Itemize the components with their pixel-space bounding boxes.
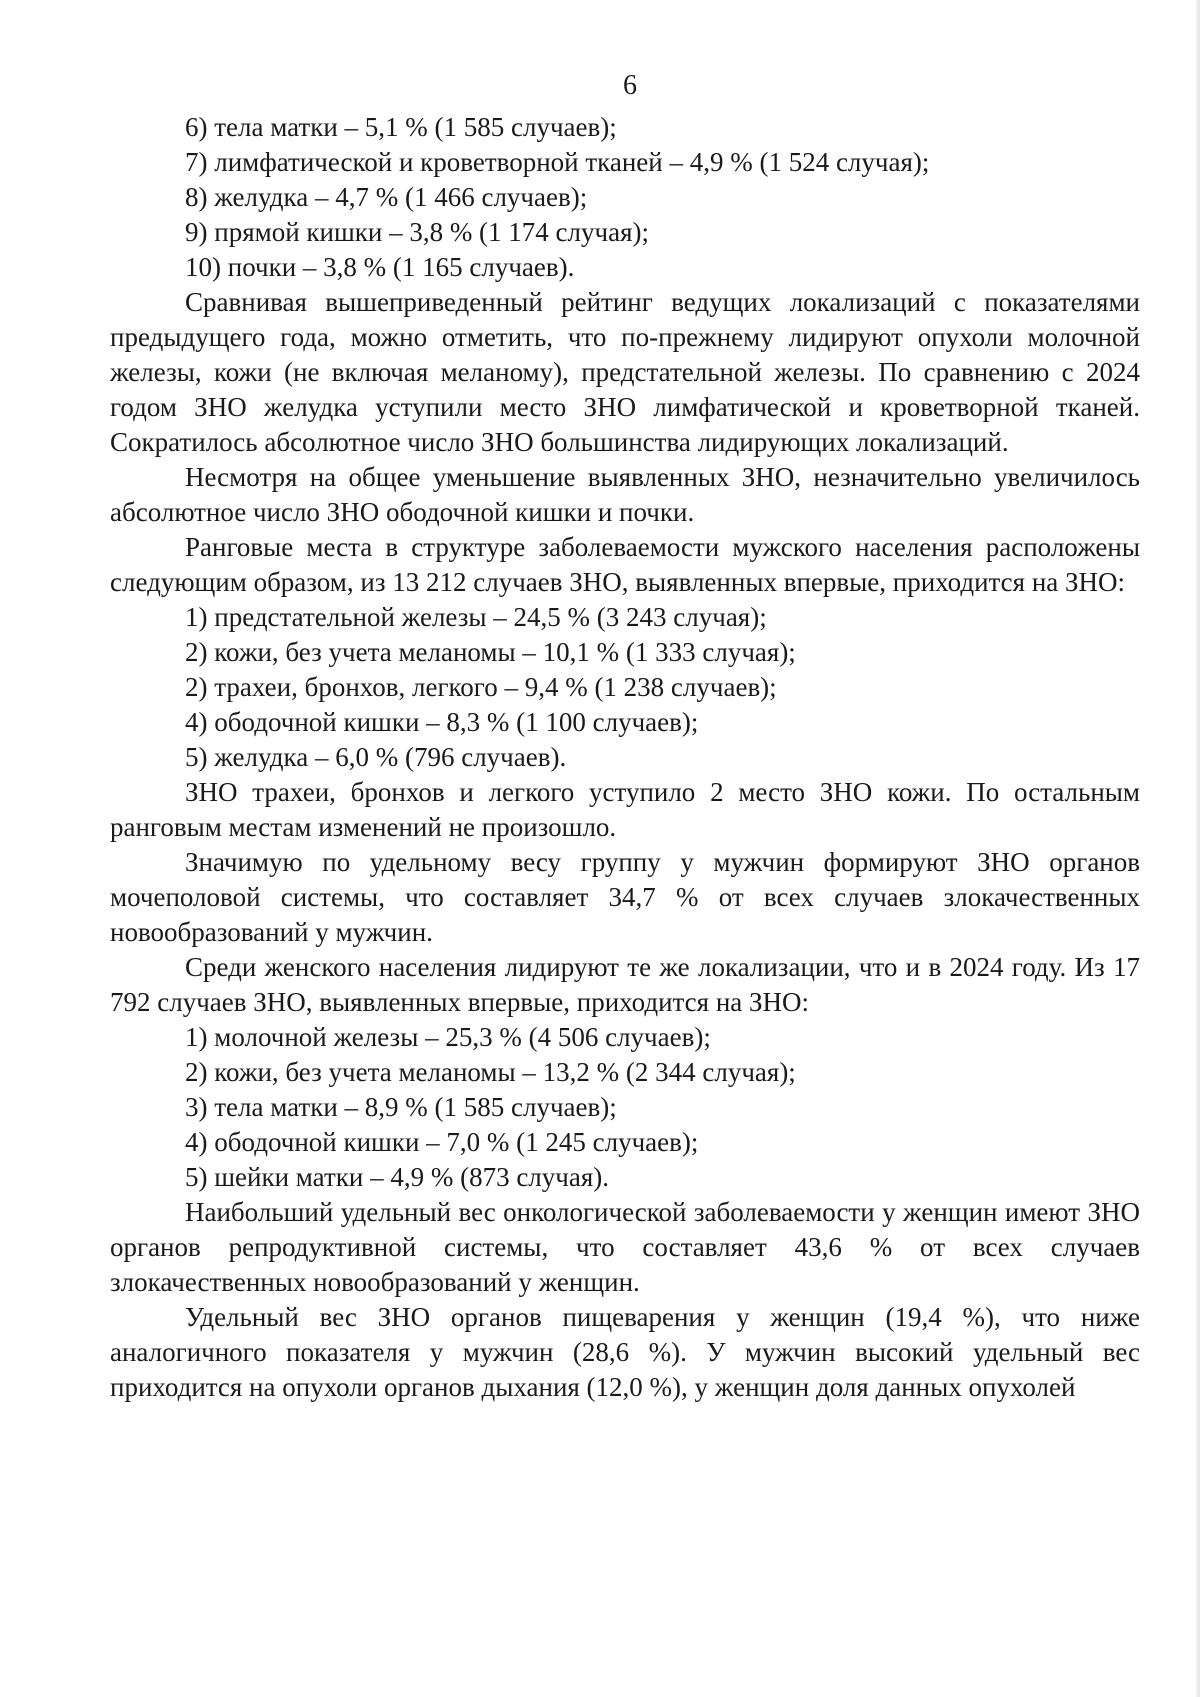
list-item: 2) кожи, без учета меланомы – 10,1 % (1 333 случая); — [185, 637, 796, 667]
list-item: 6) тела матки – 5,1 % (1 585 случаев); — [185, 112, 617, 142]
paragraph: Сравнивая вышеприведенный рейтинг ведущих локализаций с показателями предыдущего года, можно отметить, что по-прежнему лидируют опухоли молочной железы, кожи (не включая меланому), предстательной железы. По сравнению с 2024 годом ЗНО желудка уступили место ЗНО лимфатической и кроветворной тканей. Сократилось абсолютное число ЗНО большинства лидирующих локализаций. — [110, 287, 1140, 457]
paragraph: Значимую по удельному весу группу у мужчин формируют ЗНО органов мочеполовой системы, что составляет 34,7 % от всех случаев злокачественных новообразований у мужчин. — [110, 847, 1140, 947]
list-item: 1) молочной железы – 25,3 % (4 506 случаев); — [185, 1022, 711, 1052]
list-item: 3) тела матки – 8,9 % (1 585 случаев); — [185, 1092, 617, 1122]
page-number: 6 — [623, 70, 637, 101]
list-item: 9) прямой кишки – 3,8 % (1 174 случая); — [185, 217, 649, 247]
list-item: 2) трахеи, бронхов, легкого – 9,4 % (1 238 случаев); — [185, 672, 777, 702]
list-item: 4) ободочной кишки – 8,3 % (1 100 случаев); — [185, 707, 699, 737]
paragraph: Среди женского населения лидируют те же локализации, что и в 2024 году. Из 17 792 случаев ЗНО, выявленных впервые, приходится на ЗНО: — [110, 952, 1140, 1017]
paragraph: Ранговые места в структуре заболеваемости мужского населения расположены следующим образом, из 13 212 случаев ЗНО, выявленных впервые, приходится на ЗНО: — [110, 532, 1140, 597]
list-item: 1) предстательной железы – 24,5 % (3 243 случая); — [185, 602, 767, 632]
scan-edge-shadow — [1196, 0, 1200, 1697]
list-item: 5) шейки матки – 4,9 % (873 случая). — [185, 1162, 609, 1192]
list-item: 7) лимфатической и кроветворной тканей – 4,9 % (1 524 случая); — [185, 147, 930, 177]
list-item: 8) желудка – 4,7 % (1 466 случаев); — [185, 182, 588, 212]
list-item: 2) кожи, без учета меланомы – 13,2 % (2 344 случая); — [185, 1057, 796, 1087]
list-item: 10) почки – 3,8 % (1 165 случаев). — [185, 252, 575, 282]
paragraph: Удельный вес ЗНО органов пищеварения у женщин (19,4 %), что ниже аналогичного показателя у мужчин (28,6 %). У мужчин высокий удельный вес приходится на опухоли органов дыхания (12,0 %), у женщин доля данных опухолей — [110, 1302, 1140, 1402]
paragraph: ЗНО трахеи, бронхов и легкого уступило 2 место ЗНО кожи. По остальным ранговым местам изменений не произошло. — [110, 777, 1140, 842]
list-item: 5) желудка – 6,0 % (796 случаев). — [185, 742, 567, 772]
paragraph: Несмотря на общее уменьшение выявленных ЗНО, незначительно увеличилось абсолютное число ЗНО ободочной кишки и почки. — [110, 462, 1140, 527]
list-item: 4) ободочной кишки – 7,0 % (1 245 случаев); — [185, 1127, 699, 1157]
document-body — [110, 110, 1140, 1405]
paragraph: Наибольший удельный вес онкологической заболеваемости у женщин имеют ЗНО органов репродуктивной системы, что составляет 43,6 % от всех случаев злокачественных новообразований у женщин. — [110, 1197, 1140, 1297]
